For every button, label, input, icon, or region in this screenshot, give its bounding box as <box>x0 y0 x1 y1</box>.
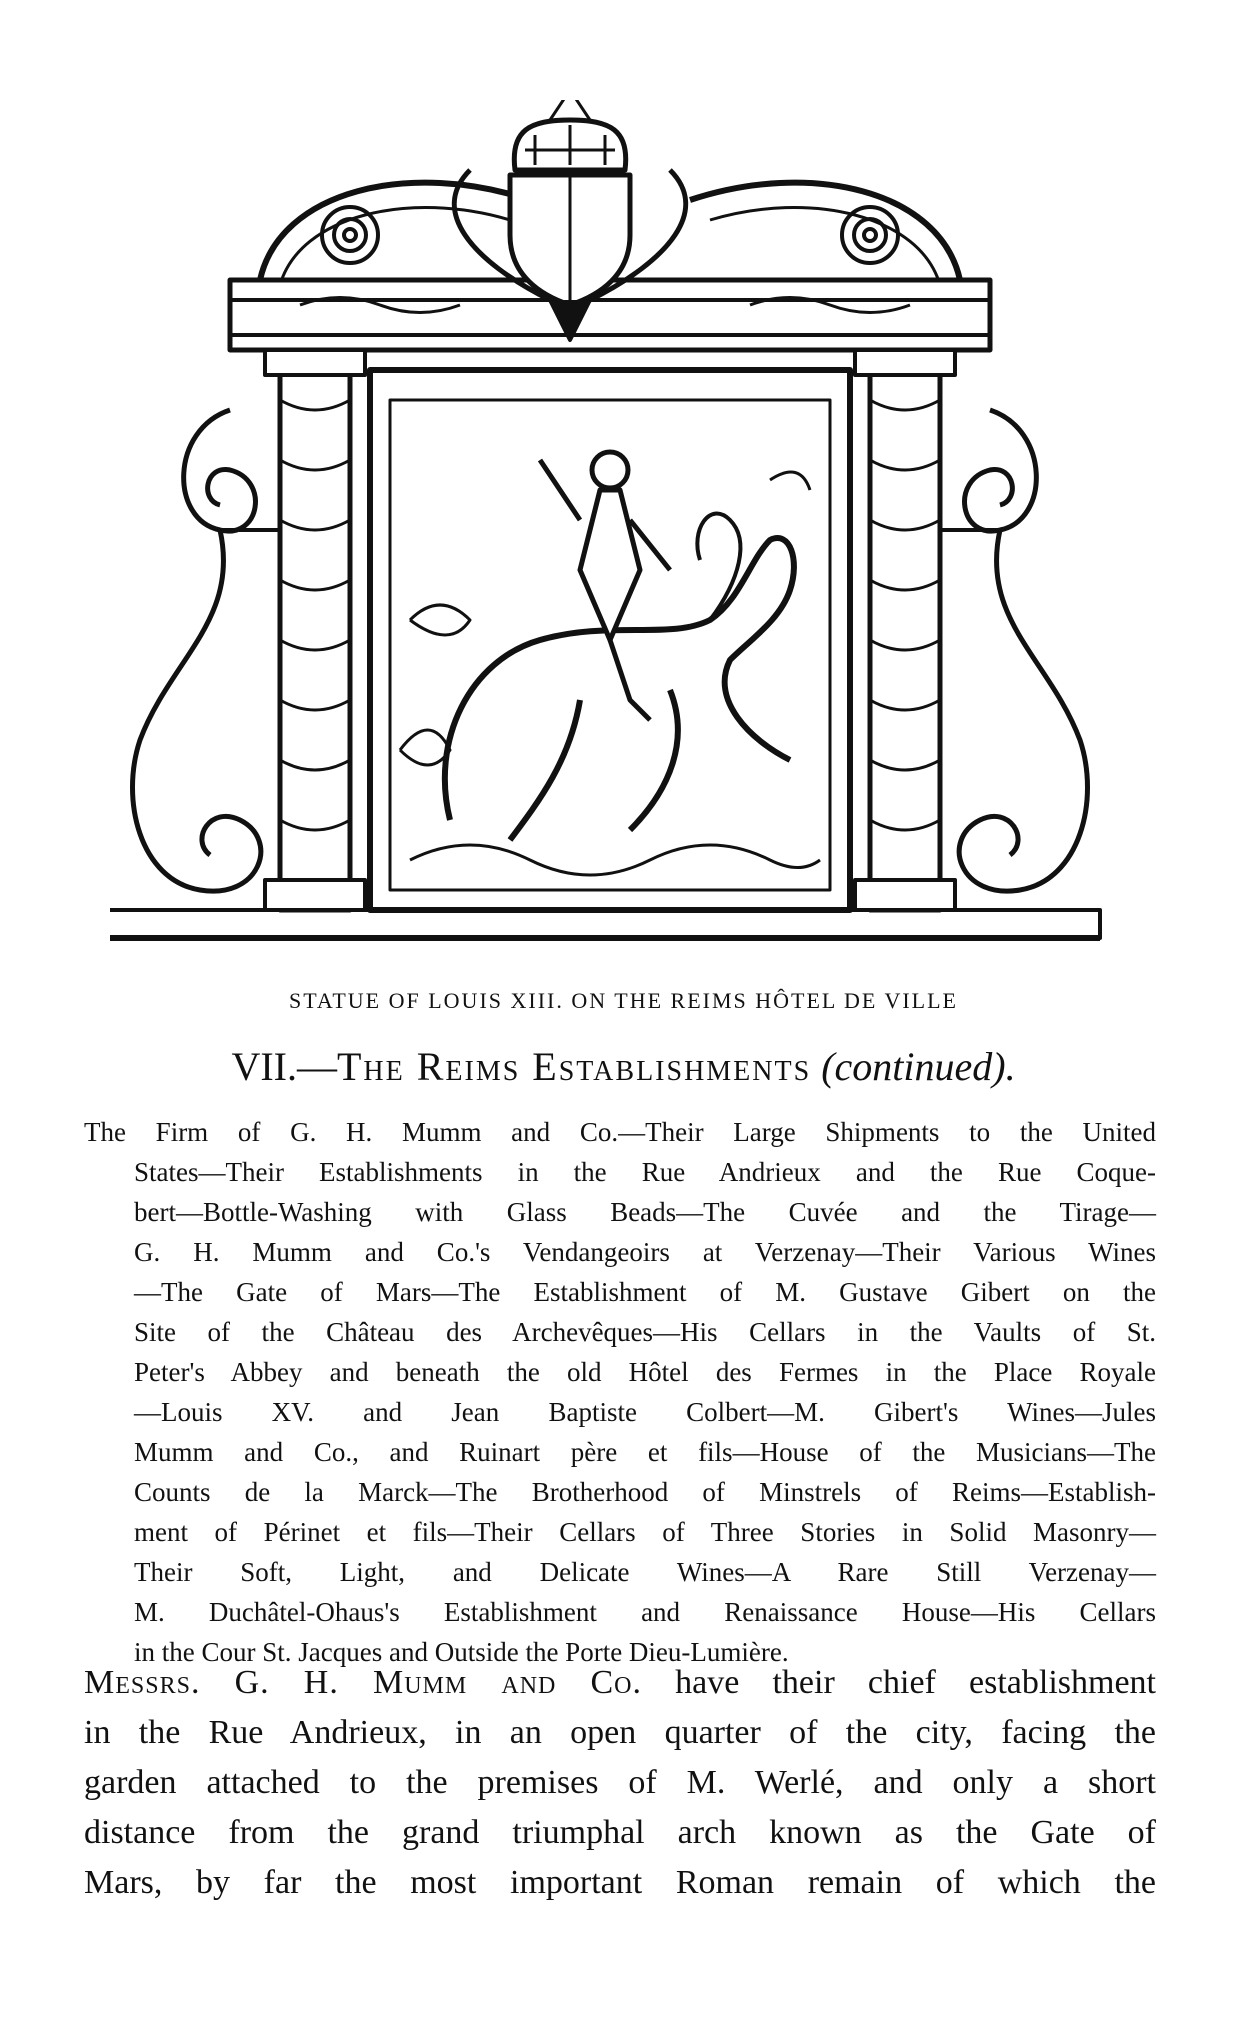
summary-line: Counts de la Marck—The Brotherhood of Minstrels of Reims—Establish- <box>134 1477 1156 1507</box>
summary-line: bert—Bottle-Washing with Glass Beads—The Cuvée and the Tirage— <box>134 1197 1156 1227</box>
summary-line: Their Soft, Light, and Delicate Wines—A Rare Still Verzenay— <box>134 1557 1156 1587</box>
summary-line: G. H. Mumm and Co.'s Vendangeoirs at Verzenay—Their Various Wines <box>134 1237 1156 1267</box>
chapter-summary <box>84 1112 1156 1672</box>
body-paragraph <box>84 1658 1156 1908</box>
body-lead: Messrs. G. H. Mumm and Co. <box>84 1664 643 1701</box>
summary-line: in the Cour St. Jacques and Outside the Porte Dieu-Lumière. <box>134 1637 789 1667</box>
chapter-suffix: (continued). <box>821 1044 1016 1089</box>
body-line: in the Rue Andrieux, in an open quarter of the city, facing the <box>84 1714 1156 1751</box>
chapter-title: The Reims Establishments <box>336 1044 812 1089</box>
body-line-rest: have their chief establishment <box>642 1664 1156 1701</box>
summary-line: ment of Périnet et fils—Their Cellars of Three Stories in Solid Masonry— <box>134 1517 1156 1547</box>
summary-line: States—Their Establishments in the Rue Andrieux and the Rue Coque- <box>134 1157 1156 1187</box>
summary-line: Peter's Abbey and beneath the old Hôtel des Fermes in the Place Royale <box>134 1357 1156 1387</box>
summary-line: —Louis XV. and Jean Baptiste Colbert—M. Gibert's Wines—Jules <box>134 1397 1156 1427</box>
body-line <box>84 1658 1156 1708</box>
illustration-caption: STATUE OF LOUIS XIII. ON THE REIMS HÔTEL DE VILLE <box>288 988 958 1013</box>
summary-line: M. Duchâtel-Ohaus's Establishment and Renaissance House—His Cellars <box>134 1597 1156 1627</box>
chapter-heading <box>0 1043 1247 1090</box>
summary-line: —The Gate of Mars—The Establishment of M. Gustave Gibert on the <box>134 1277 1156 1307</box>
statue-engraving <box>110 100 1140 980</box>
summary-line: Site of the Château des Archevêques—His Cellars in the Vaults of St. <box>134 1317 1156 1347</box>
body-line: garden attached to the premises of M. Werlé, and only a short <box>84 1764 1156 1801</box>
body-line: Mars, by far the most important Roman remain of which the <box>84 1864 1156 1901</box>
chapter-numeral: VII.— <box>231 1044 337 1089</box>
body-line: distance from the grand triumphal arch known as the Gate of <box>84 1814 1156 1851</box>
summary-line: The Firm of G. H. Mumm and Co.—Their Large Shipments to the United <box>84 1117 1156 1147</box>
summary-line: Mumm and Co., and Ruinart père et fils—House of the Musicians—The <box>134 1437 1156 1467</box>
